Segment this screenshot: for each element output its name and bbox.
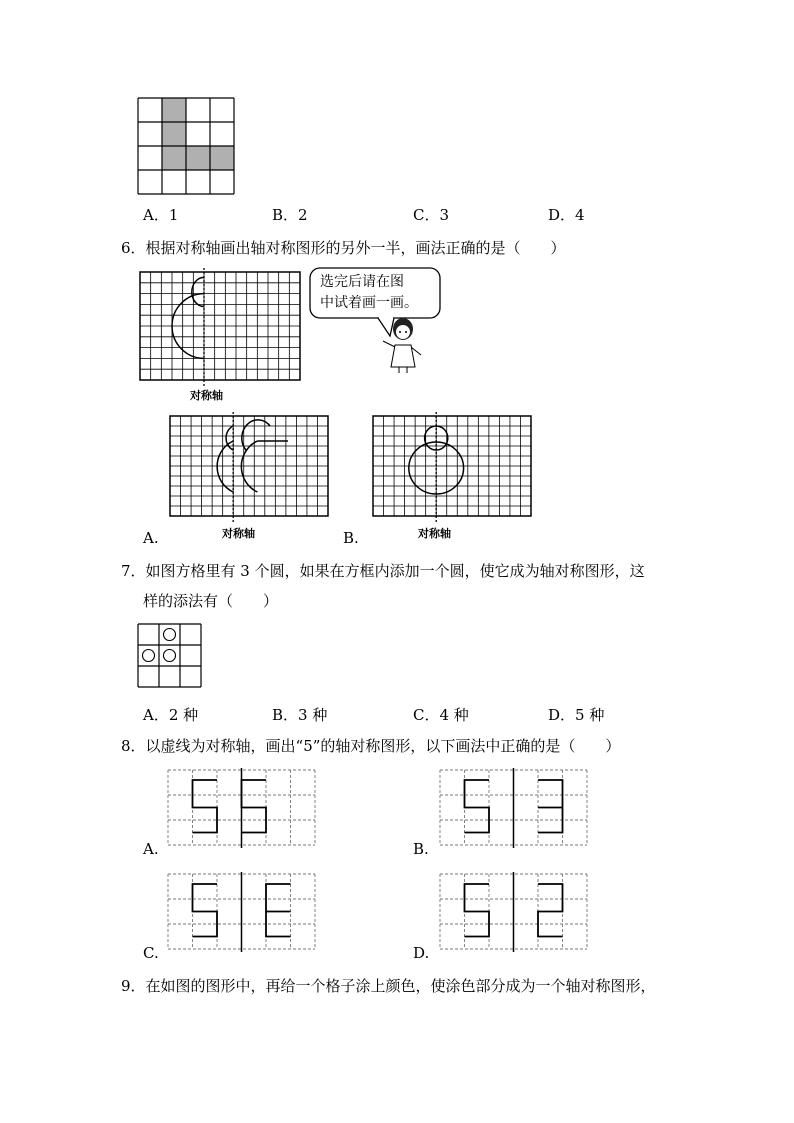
q7-question-line1: 7．如图方格里有 3 个圆，如果在方框内添加一个圆，使它成为轴对称图形，这 [121, 562, 645, 580]
q6-option-b-figure [373, 416, 533, 526]
digit-mirrored [242, 780, 267, 833]
q7-option-d[interactable]: D．5 种 [548, 706, 605, 724]
q6-option-b[interactable]: B. [343, 529, 359, 547]
bubble-text-line2: 中试着画一画。 [320, 295, 418, 311]
copied-small-arc [242, 420, 270, 450]
q8-option-d[interactable]: D. [413, 944, 430, 962]
q8-option-c-figure [168, 874, 318, 956]
q5-option-b[interactable]: B．2 [272, 206, 308, 224]
shaded-cell [162, 98, 186, 122]
q6-question-text: 6．根据对称轴画出轴对称图形的另外一半，画法正确的是（ ） [121, 239, 566, 257]
q8-option-a[interactable]: A. [143, 840, 159, 858]
bubble-text-line1: 选完后请在图 [320, 274, 404, 290]
digit-five-original [465, 884, 490, 937]
digit-mirrored [538, 884, 563, 937]
digit-mirrored [266, 884, 291, 912]
q5-option-c[interactable]: C．3 [413, 206, 450, 224]
q8-option-a-figure [168, 770, 318, 852]
q5-grid-figure [138, 98, 238, 198]
q6-option-b-axis-label: 对称轴 [418, 527, 451, 540]
circle-mark [164, 650, 176, 662]
shaded-cell [210, 146, 234, 170]
shaded-cell [162, 122, 186, 146]
digit-five-original [465, 780, 490, 833]
q8-question-text: 8．以虚线为对称轴，画出“5”的轴对称图形，以下画法中正确的是（ ） [121, 737, 621, 755]
q9-question-text: 9．在如图的图形中，再给一个格子涂上颜色，使涂色部分成为一个轴对称图形， [121, 977, 656, 995]
shaded-cell [186, 146, 210, 170]
q6-option-a[interactable]: A. [143, 529, 159, 547]
shaded-cell [162, 146, 186, 170]
digit-five-original [193, 780, 218, 833]
q7-option-a[interactable]: A．2 种 [143, 706, 199, 724]
q5-option-d[interactable]: D．4 [548, 206, 585, 224]
q8-option-c[interactable]: C. [143, 944, 159, 962]
digit-five-original [193, 884, 218, 937]
q6-main-figure [140, 272, 310, 392]
girl-illustration [375, 315, 435, 375]
q6-option-a-axis-label: 对称轴 [222, 527, 255, 540]
q6-option-a-figure [170, 416, 330, 526]
q5-option-a[interactable]: A．1 [143, 206, 179, 224]
circle-mark [164, 629, 176, 641]
circle-mark [143, 650, 155, 662]
q7-option-c[interactable]: C．4 种 [413, 706, 469, 724]
q6-axis-label: 对称轴 [190, 389, 223, 402]
q7-question-line2: 样的添法有（ ） [143, 592, 279, 610]
q8-option-b[interactable]: B. [413, 840, 429, 858]
q7-grid-figure [138, 624, 204, 690]
digit-mirrored [538, 780, 563, 808]
q7-option-b[interactable]: B．3 种 [272, 706, 328, 724]
q8-option-b-figure [440, 770, 590, 852]
q8-option-d-figure [440, 874, 590, 956]
